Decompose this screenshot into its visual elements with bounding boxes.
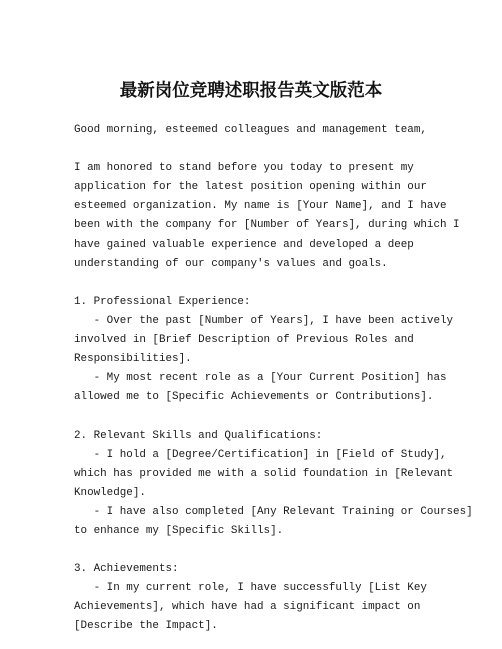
paragraph-gap <box>74 140 438 159</box>
intro-line: application for the latest position opening within our <box>74 181 427 194</box>
section-line: - Over the past [Number of Years], I have been actively <box>74 314 454 327</box>
section-line: Knowledge]. <box>74 486 146 499</box>
section-line: allowed me to [Specific Achievements or Contributions]. <box>74 391 434 404</box>
section-skills-qualifications <box>74 427 473 542</box>
section-line: involved in [Brief Description of Previous Roles and <box>74 334 414 347</box>
intro-line: been with the company for [Number of Years], during which I <box>74 219 460 232</box>
section-achievements <box>74 560 438 636</box>
section-professional-experience <box>74 293 454 408</box>
section-heading: 3. Achievements: <box>74 563 179 576</box>
section-line: to enhance my [Specific Skills]. <box>74 524 284 537</box>
section-line: - My most recent role as a [Your Current Position] has <box>74 372 447 385</box>
section-line: Responsibilities]. <box>74 353 192 366</box>
intro-line: esteemed organization. My name is [Your Name], and I have <box>74 200 447 213</box>
section-line: - In my current role, I have successfully [List Key <box>74 582 427 595</box>
document-title: 最新岗位竞聘述职报告英文版范本 <box>119 81 383 101</box>
greeting-line: Good morning, esteemed colleagues and management team, <box>74 124 427 136</box>
paragraph-gap <box>74 274 438 293</box>
section-line: Achievements], which have had a significant impact on <box>74 601 421 614</box>
intro-line: understanding of our company's values and goals. <box>74 257 388 270</box>
section-heading: 2. Relevant Skills and Qualifications: <box>74 429 323 442</box>
intro-paragraph <box>74 159 460 274</box>
intro-line: I am honored to stand before you today to present my <box>74 162 414 175</box>
intro-line: have gained valuable experience and developed a deep <box>74 238 414 251</box>
document-body <box>74 121 473 637</box>
section-line: [Describe the Impact]. <box>74 620 218 633</box>
section-line: which has provided me with a solid foundation in [Relevant <box>74 467 454 480</box>
section-line: - I hold a [Degree/Certification] in [Field of Study], <box>74 448 447 461</box>
paragraph-gap <box>74 407 438 426</box>
section-line: - I have also completed [Any Relevant Training or Courses] <box>74 505 473 518</box>
paragraph-gap <box>74 541 438 560</box>
section-heading: 1. Professional Experience: <box>74 295 251 308</box>
